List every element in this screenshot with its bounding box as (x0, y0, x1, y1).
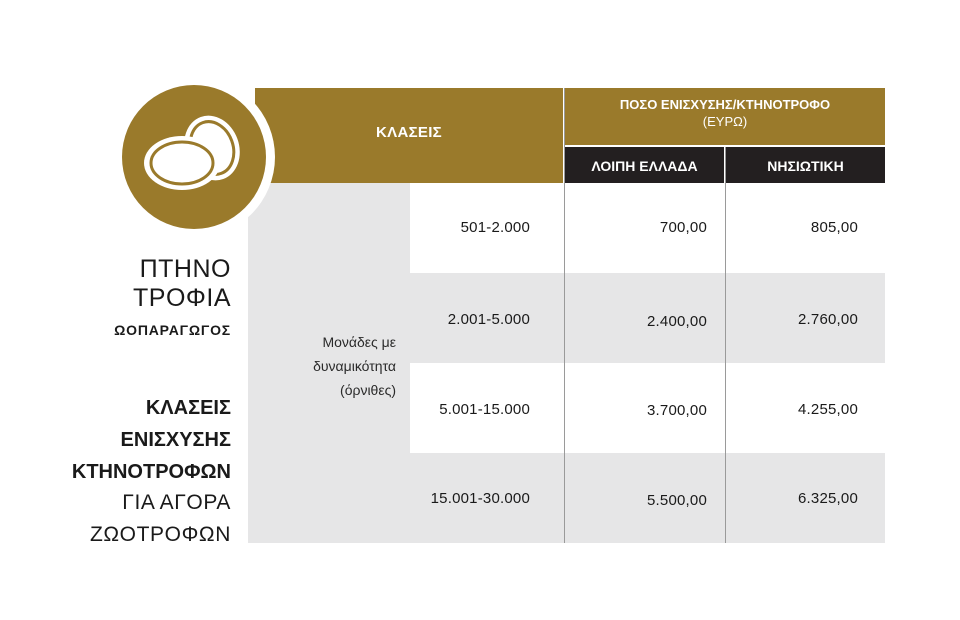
amount-islands: 6.325,00 (798, 490, 858, 507)
header-amount-unit: (ΕΥΡΩ) (702, 114, 748, 129)
header-classes (255, 88, 563, 183)
amount-rest: 5.500,00 (647, 492, 707, 509)
amount-rest: 3.700,00 (647, 402, 707, 419)
section-caption (90, 487, 231, 551)
amount-islands: 2.760,00 (798, 311, 858, 328)
egg-front-icon (144, 136, 220, 190)
title-line: ΤΡΟΦΙΑ (133, 284, 231, 312)
header-amount (565, 88, 885, 145)
header-rest-greece: ΛΟΙΠΗ ΕΛΛΑΔΑ (565, 147, 724, 183)
caption-line: ΖΩΟΤΡΟΦΩΝ (89, 523, 231, 546)
amount-rest: 700,00 (659, 219, 707, 236)
eggs-icon (140, 108, 250, 198)
heading-line: ΚΛΑΣΕΙΣ (145, 397, 231, 419)
unit-label (300, 330, 396, 402)
title-line: ΠΤΗΝΟ (139, 255, 231, 283)
header-amount-title: ΠΟΣΟ ΕΝΙΣΧΥΣΗΣ/ΚΤΗΝΟΤΡΟΦΟ (619, 97, 831, 112)
section-heading (72, 392, 231, 488)
heading-line: ΕΝΙΣΧΥΣΗΣ (120, 429, 231, 451)
class-range: 5.001-15.000 (439, 401, 530, 418)
heading-line: ΚΤΗΝΟΤΡΟΦΩΝ (71, 461, 231, 483)
amount-rest: 2.400,00 (647, 313, 707, 330)
header-classes-label: ΚΛΑΣΕΙΣ (376, 124, 442, 141)
unit-label-line: δυναμικότητα (313, 358, 396, 374)
class-range: 501-2.000 (460, 219, 530, 236)
column-divider (725, 147, 726, 543)
amount-islands: 4.255,00 (798, 401, 858, 418)
unit-label-line: Μονάδες με (322, 334, 396, 350)
class-range: 2.001-5.000 (447, 311, 530, 328)
page-title (133, 255, 231, 313)
caption-line: ΓΙΑ ΑΓΟΡΑ (122, 491, 231, 514)
header-islands: ΝΗΣΙΩΤΙΚΗ (726, 147, 885, 183)
amount-islands: 805,00 (810, 219, 858, 236)
class-range: 15.001-30.000 (430, 490, 530, 507)
unit-label-line: (όρνιθες) (340, 382, 396, 398)
page-subtitle: ΩΟΠΑΡΑΓΩΓΟΣ (114, 322, 231, 338)
